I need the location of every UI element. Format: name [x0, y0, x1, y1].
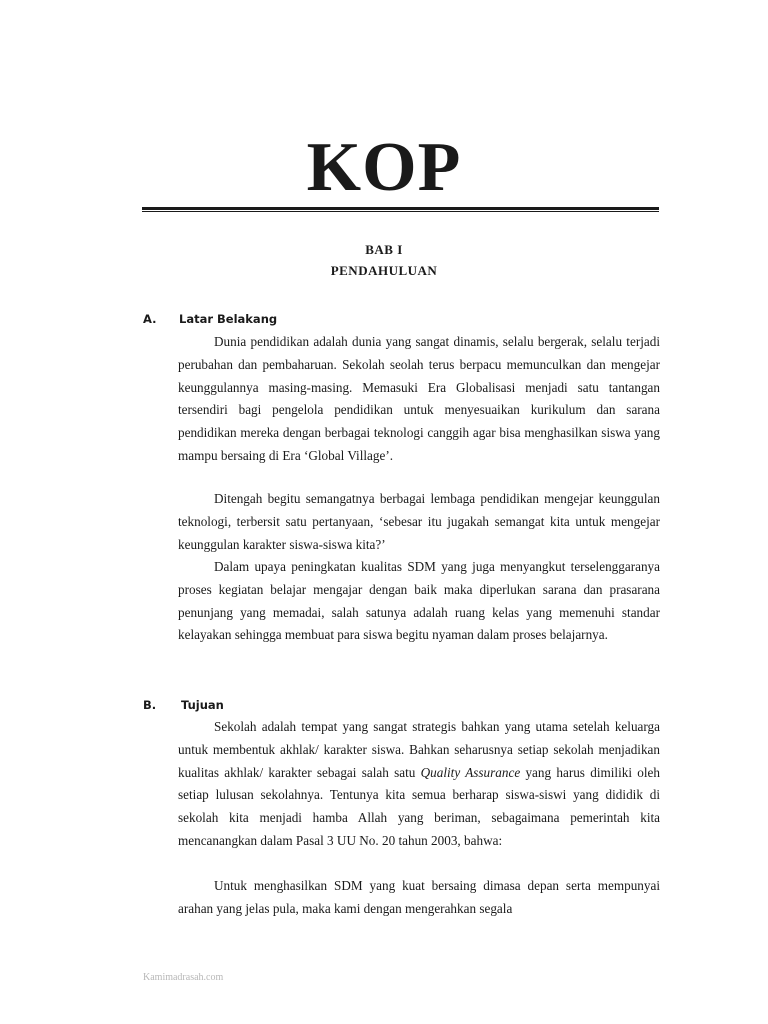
kop-divider-thin — [142, 211, 659, 212]
section-a-letter: A. — [143, 312, 157, 326]
section-a-paragraph-2-text: Ditengah begitu semangatnya berbagai lembaga pendidikan mengejar keunggulan teknologi, terbersit satu pertanyaan, ‘sebesar itu jugakah semangat kita untuk mengejar keunggulan karakter siswa-siswa kita?’ — [178, 491, 660, 552]
section-a-paragraph-3-text: Dalam upaya peningkatan kualitas SDM yang juga menyangkut terselenggaranya proses kegiatan belajar mengajar dengan baik maka diperlukan sarana dan prasarana penunjang yang memadai, salah satunya adalah ruang kelas yang memenuhi standar kelayakan sehingga membuat para siswa begitu nyaman dalam proses belajarnya. — [178, 559, 660, 643]
chapter-number: BAB I — [365, 242, 403, 257]
section-b-paragraph-1-text-a: Sekolah adalah tempat yang sangat strategis bahkan yang utama setelah keluarga untuk membentuk akhlak/ karakter siswa. Bahkan seharusnya setiap sekolah menjadikan kualitas akhlak/ karakter sebagai salah satu — [178, 719, 660, 780]
kop-heading: KOP — [306, 129, 462, 206]
section-b-paragraph-2 — [178, 875, 660, 921]
section-b-paragraph-1 — [178, 716, 660, 853]
section-b-title: Tujuan — [181, 698, 224, 712]
quality-assurance-term: Quality Assurance — [420, 764, 521, 780]
section-a-paragraph-1 — [178, 331, 660, 468]
section-b-paragraph-1-text-b: yang harus dimiliki oleh setiap lulusan sekolahnya. Tentunya kita semua berharap siswa-siswi yang dididik di sekolah kita menjadi hamba Allah yang beriman, sebagaimana pemerintah kita mencanangkan dalam Pasal 3 UU No. 20 tahun 2003, bahwa: — [178, 764, 660, 848]
section-a-paragraph-2 — [178, 488, 660, 556]
section-b-letter: B. — [143, 698, 157, 712]
section-a-paragraph-1-text: Dunia pendidikan adalah dunia yang sangat dinamis, selalu bergerak, selalu terjadi perubahan dan pembaharuan. Sekolah seolah terus berpacu memunculkan dan mengejar keunggulannya masing-masing. Memasuki Era Globalisasi menjadi satu tantangan tersendiri bagi pengelola pendidikan untuk menyesuaikan kurikulum dan sarana pendidikan mereka dengan berbagai teknologi canggih agar bisa menghasilkan siswa yang mampu bersaing di Era ‘Global Village’. — [178, 334, 660, 463]
section-a-paragraph-3 — [178, 556, 660, 647]
kop-divider-thick — [142, 207, 659, 210]
watermark-footer: Kamimadrasah.com — [143, 972, 224, 983]
section-a-title: Latar Belakang — [179, 312, 278, 326]
chapter-title: PENDAHULUAN — [330, 263, 438, 278]
section-b-paragraph-2-text: Untuk menghasilkan SDM yang kuat bersaing dimasa depan serta mempunyai arahan yang jelas pula, maka kami dengan mengerahkan segala — [178, 878, 660, 916]
